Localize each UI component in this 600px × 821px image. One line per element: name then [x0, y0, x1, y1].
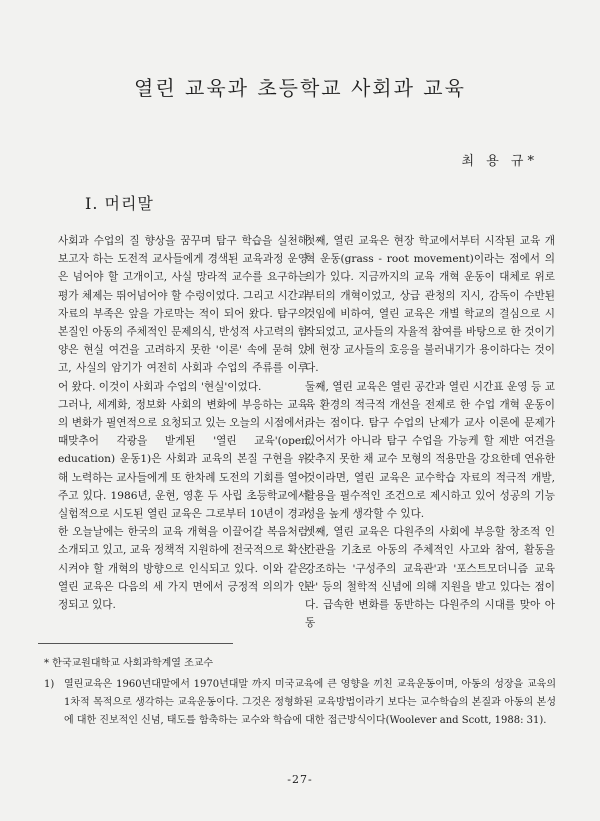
page-number: -27- — [287, 773, 313, 786]
right-column — [305, 232, 555, 632]
footnote-text: 열린교육은 1960년대말에서 1970년대말 까지 미국교육에 큰 영향을 끼친 교육운동이며, 아동의 성장을 교육의 1차적 목적으로 생각하는 교육운동이다. 그것은 정형화된 교육방법이라기 보다는 교수학습의 본질과 아동의 본성에 대한 진보적인 신념, 태도를 함축하는 교수와 학습에 대한 접근방식이다(Woolever and Scott, 1988: 31). — [64, 679, 556, 726]
author-affiliation-footnote: * 한국교원대학교 사회과학계열 조교수 — [44, 658, 214, 669]
paragraph: 셋째, 열린 교육은 다원주의 사회에 부응할 창조적 인간관을 기초로 아동의 주체적인 사고와 참여, 활동을 강조하는 '구성주의 교육관'과 '포스트모더니즘 교육관' 등의 철학적 신념에 의해 지원을 받고 있다는 점이다. 급속한 변화를 동반하는 다원주의 시대를 맞아 아동 — [305, 526, 555, 630]
footnote-divider — [38, 643, 233, 644]
paragraph: 사회과 수업의 질 향상을 꿈꾸며 탐구 학습을 실천해 보고자 하는 도전적 교사들에게 경색된 교육과정 운영은 넘어야 할 고개이고, 사실 망라적 교수를 요구하는 평가 체제는 뛰어넘어야 할 수렁이었다. 그리고 시간과 자료의 부족은 앞을 가로막는 적이 되어 왔다. 탐구의 본질인 아동의 주체적인 문제의식, 반성적 사고력의 함양은 현실 여건을 고려하지 못한 '이론' 속에 묻혀 있고, 사실의 암기가 여전히 사회과 수업의 주류를 이루어 왔다. 이것이 사회과 수업의 '현실'이었다. — [58, 235, 308, 393]
author-name: 최 용 규* — [461, 154, 538, 169]
paragraph: 그러나, 세계화, 정보화 사회의 변화에 부응하는 교육의 변화가 필연적으로 요청되고 있는 오늘의 시점에서, 때맞추어 각광을 받게된 '열린 교육'(open education) 운동1)은 사회과 교육의 본질 구현을 위해 노력하는 교사들에게 또 한차례 도전의 기회를 열어주고 있다. 1986년, 운현, 영훈 두 사립 초등학교에서 실험적으로 시도된 열린 교육은 그로부터 10년이 경과한 오늘날에는 한국의 교육 개혁을 이끌어갈 복음처럼 소개되고 있고, 교육 정책적 지원하에 전국적으로 확산시켜야 할 개혁의 방향으로 인식되고 있다. 이와 같은 열린 교육은 다음의 세 가지 면에서 긍정적 의의가 인정되고 있다. — [58, 398, 308, 612]
paragraph: 둘째, 열린 교육은 열린 공간과 열린 시간표 운영 등 교육 환경의 적극적 개선을 전제로 한 수업 개혁 운동이라는 점이다. 탐구 수업의 난제가 교사 이론에 문제가 있어서가 아니라 탐구 수업을 가능케 할 제반 여건을 갖추지 못한 채 교수 모형의 적용만을 강요한데 연유한 것이라면, 열린 교육은 교수학습 자료의 적극적 개발, 활용을 필수적인 조건으로 제시하고 있어 성공의 기능성을 높게 생각할 수 있다. — [305, 380, 555, 521]
article-title: 열린 교육과 초등학교 사회과 교육 — [134, 76, 466, 100]
paragraph: 첫째, 열린 교육은 현장 학교에서부터 시작된 교육 개혁 운동(grass - root movement)이라는 점에서 의의가 있다. 지금까지의 교육 개혁 운동이 대체로 위로부터의 개혁이었고, 상급 관청의 지시, 감독이 수반된 것임에 비하여, 열린 교육은 개별 학교의 결심으로 시작되었고, 교사들의 자율적 참여를 바탕으로 한 것이기에 현장 교사들의 호응을 불러내기가 용이하다는 것이다. — [305, 235, 555, 375]
footnote-number: 1) — [44, 679, 55, 690]
section-heading: Ⅰ. 머리말 — [85, 194, 154, 213]
footnote-1 — [44, 676, 556, 730]
left-column — [58, 232, 308, 614]
